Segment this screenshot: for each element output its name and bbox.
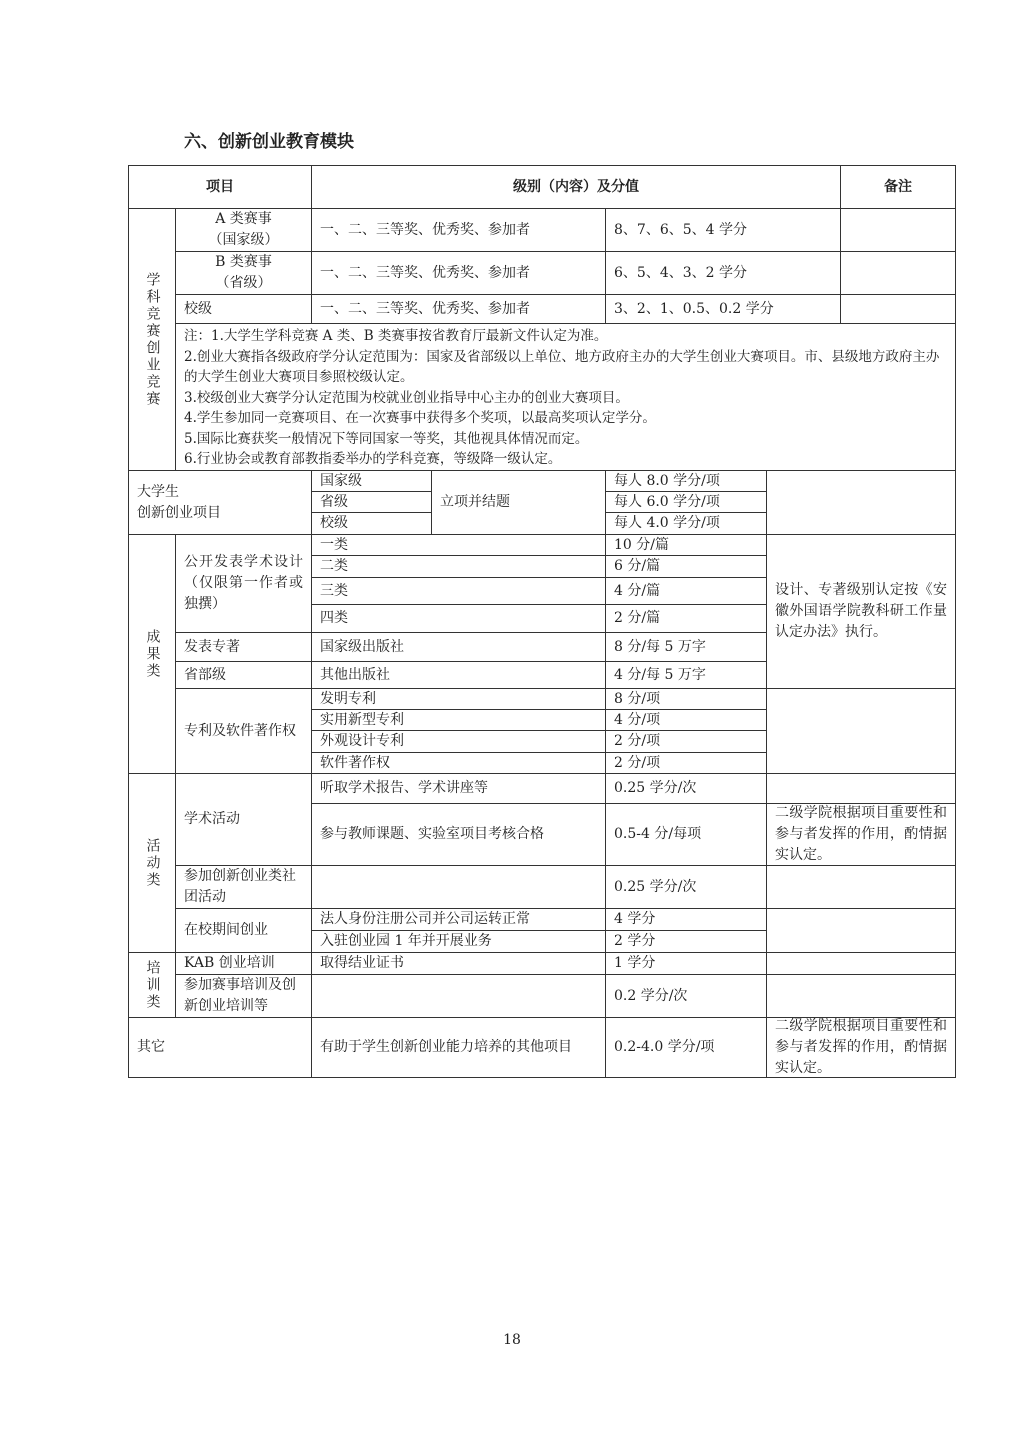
header-remark: 备注 <box>840 165 956 209</box>
note-line: 4.学生参加同一竞赛项目、在一次赛事中获得多个奖项，以最高奖项认定学分。 <box>184 410 656 426</box>
note-line: 2.创业大赛指各级政府学分认定范围为：国家及省部级以上单位、地方政府主办的大学生创业大赛项目。市、县级地方政府主办的大学生创业大赛项目参照校级认定。 <box>184 348 940 385</box>
header-level-score: 级别（内容）及分值 <box>311 165 841 209</box>
activity-academic-content: 听取学术报告、学术讲座等 <box>311 773 606 804</box>
training-event-label: 参加赛事培训及创新创业培训等 <box>175 974 312 1018</box>
patent-score: 8 分/项 <box>605 688 767 710</box>
innovation-score-national: 每人 8.0 学分/项 <box>605 470 767 492</box>
innovation-project-label: 大学生 创新创业项目 <box>128 470 312 535</box>
provincial-content: 其他出版社 <box>311 661 606 689</box>
group-achievements: 成果类 <box>128 534 176 774</box>
competition-b-content: 一、二、三等奖、优秀奖、参加者 <box>311 251 606 295</box>
achievement-academic-content: 一类 <box>311 534 606 556</box>
achievement-academic-label: 公开发表学术设计（仅限第一作者或独撰） <box>175 534 312 633</box>
group-training: 培训类 <box>128 952 176 1018</box>
innovation-level-provincial: 省级 <box>311 491 432 513</box>
activity-startup-score: 4 学分 <box>605 908 767 931</box>
competition-b-score: 6、5、4、3、2 学分 <box>605 251 841 295</box>
innovation-score-school: 每人 4.0 学分/项 <box>605 512 767 535</box>
activity-startup-score: 2 学分 <box>605 930 767 953</box>
achievement-academic-content: 二类 <box>311 555 606 578</box>
innovation-remark <box>766 470 956 535</box>
note-line: 5.国际比赛获奖一般情况下等同国家一等奖，其他视具体情况而定。 <box>184 430 589 447</box>
note-line: 3.校级创业大赛学分认定范围为校就业创业指导中心主办的创业大赛项目。 <box>184 389 629 406</box>
other-remark: 二级学院根据项目重要性和参与者发挥的作用，酌情据实认定。 <box>766 1017 956 1078</box>
group-competition: 学科竞赛创业竞赛 <box>128 208 176 471</box>
activity-academic-content: 参与教师课题、实验室项目考核合格 <box>311 803 606 866</box>
patent-content: 软件著作权 <box>311 752 606 774</box>
competition-notes <box>175 323 956 471</box>
note-line: 注：1.大学生学科竞赛 A 类、B 类赛事按省教育厅最新文件认定为准。 <box>184 328 608 344</box>
competition-school-score: 3、2、1、0.5、0.2 学分 <box>605 294 841 324</box>
innovation-score-provincial: 每人 6.0 学分/项 <box>605 491 767 513</box>
achievement-academic-score: 6 分/篇 <box>605 555 767 578</box>
section-title: 六、创新创业教育模块 <box>184 132 354 152</box>
note-line: 6.行业协会或教育部教指委举办的学科竞赛，等级降一级认定。 <box>184 451 562 467</box>
patent-content: 发明专利 <box>311 688 606 710</box>
patent-remark <box>766 688 956 774</box>
provincial-label: 省部级 <box>175 661 312 689</box>
training-kab-label: KAB 创业培训 <box>175 952 312 975</box>
competition-school-content: 一、二、三等奖、优秀奖、参加者 <box>311 294 606 324</box>
monograph-label: 发表专著 <box>175 632 312 662</box>
training-kab-content: 取得结业证书 <box>311 952 606 975</box>
activity-club-score: 0.25 学分/次 <box>605 865 767 909</box>
activity-startup-content: 法人身份注册公司并公司运转正常 <box>311 908 606 931</box>
innovation-level-national: 国家级 <box>311 470 432 492</box>
page-number: 18 <box>503 1332 521 1348</box>
activity-startup-remark <box>766 908 956 953</box>
activity-academic-score: 0.5-4 分/每项 <box>605 803 767 866</box>
header-item: 项目 <box>128 165 312 209</box>
achievement-remark: 设计、专著级别认定按《安徽外国语学院教科研工作量认定办法》执行。 <box>766 534 956 689</box>
competition-school-label: 校级 <box>175 294 312 324</box>
patent-label: 专利及软件著作权 <box>175 688 312 774</box>
competition-b-label: B 类赛事 （省级） <box>175 251 312 295</box>
competition-school-remark <box>840 294 956 324</box>
other-label: 其它 <box>128 1017 312 1078</box>
activity-academic-remark-empty <box>766 773 956 804</box>
provincial-score: 4 分/每 5 万字 <box>605 661 767 689</box>
activity-academic-remark: 二级学院根据项目重要性和参与者发挥的作用，酌情据实认定。 <box>766 803 956 866</box>
training-kab-score: 1 学分 <box>605 952 767 975</box>
patent-content: 实用新型专利 <box>311 709 606 731</box>
achievement-academic-content: 三类 <box>311 577 606 605</box>
activity-club-remark <box>766 865 956 909</box>
competition-a-content: 一、二、三等奖、优秀奖、参加者 <box>311 208 606 252</box>
achievement-academic-score: 4 分/篇 <box>605 577 767 605</box>
activity-startup-content: 入驻创业园 1 年并开展业务 <box>311 930 606 953</box>
activity-academic-score: 0.25 学分/次 <box>605 773 767 804</box>
training-kab-remark <box>766 952 956 975</box>
achievement-academic-score: 2 分/篇 <box>605 604 767 633</box>
patent-score: 2 分/项 <box>605 730 767 753</box>
group-activities: 活动类 <box>128 773 176 953</box>
competition-a-label: A 类赛事 （国家级） <box>175 208 312 252</box>
training-event-score: 0.2 学分/次 <box>605 974 767 1018</box>
competition-a-remark <box>840 208 956 252</box>
achievement-academic-score: 10 分/篇 <box>605 534 767 556</box>
other-score: 0.2-4.0 学分/项 <box>605 1017 767 1078</box>
achievement-academic-content: 四类 <box>311 604 606 633</box>
patent-score: 2 分/项 <box>605 752 767 774</box>
activity-startup-label: 在校期间创业 <box>175 908 312 953</box>
activity-academic-label: 学术活动 <box>175 773 312 866</box>
innovation-level-school: 校级 <box>311 512 432 535</box>
activity-club-label: 参加创新创业类社团活动 <box>175 865 312 909</box>
patent-score: 4 分/项 <box>605 709 767 731</box>
activity-club-content <box>311 865 606 909</box>
innovation-content: 立项并结题 <box>431 470 606 535</box>
competition-a-score: 8、7、6、5、4 学分 <box>605 208 841 252</box>
monograph-content: 国家级出版社 <box>311 632 606 662</box>
competition-b-remark <box>840 251 956 295</box>
patent-content: 外观设计专利 <box>311 730 606 753</box>
monograph-score: 8 分/每 5 万字 <box>605 632 767 662</box>
training-event-remark <box>766 974 956 1018</box>
other-content: 有助于学生创新创业能力培养的其他项目 <box>311 1017 606 1078</box>
training-event-content <box>311 974 606 1018</box>
